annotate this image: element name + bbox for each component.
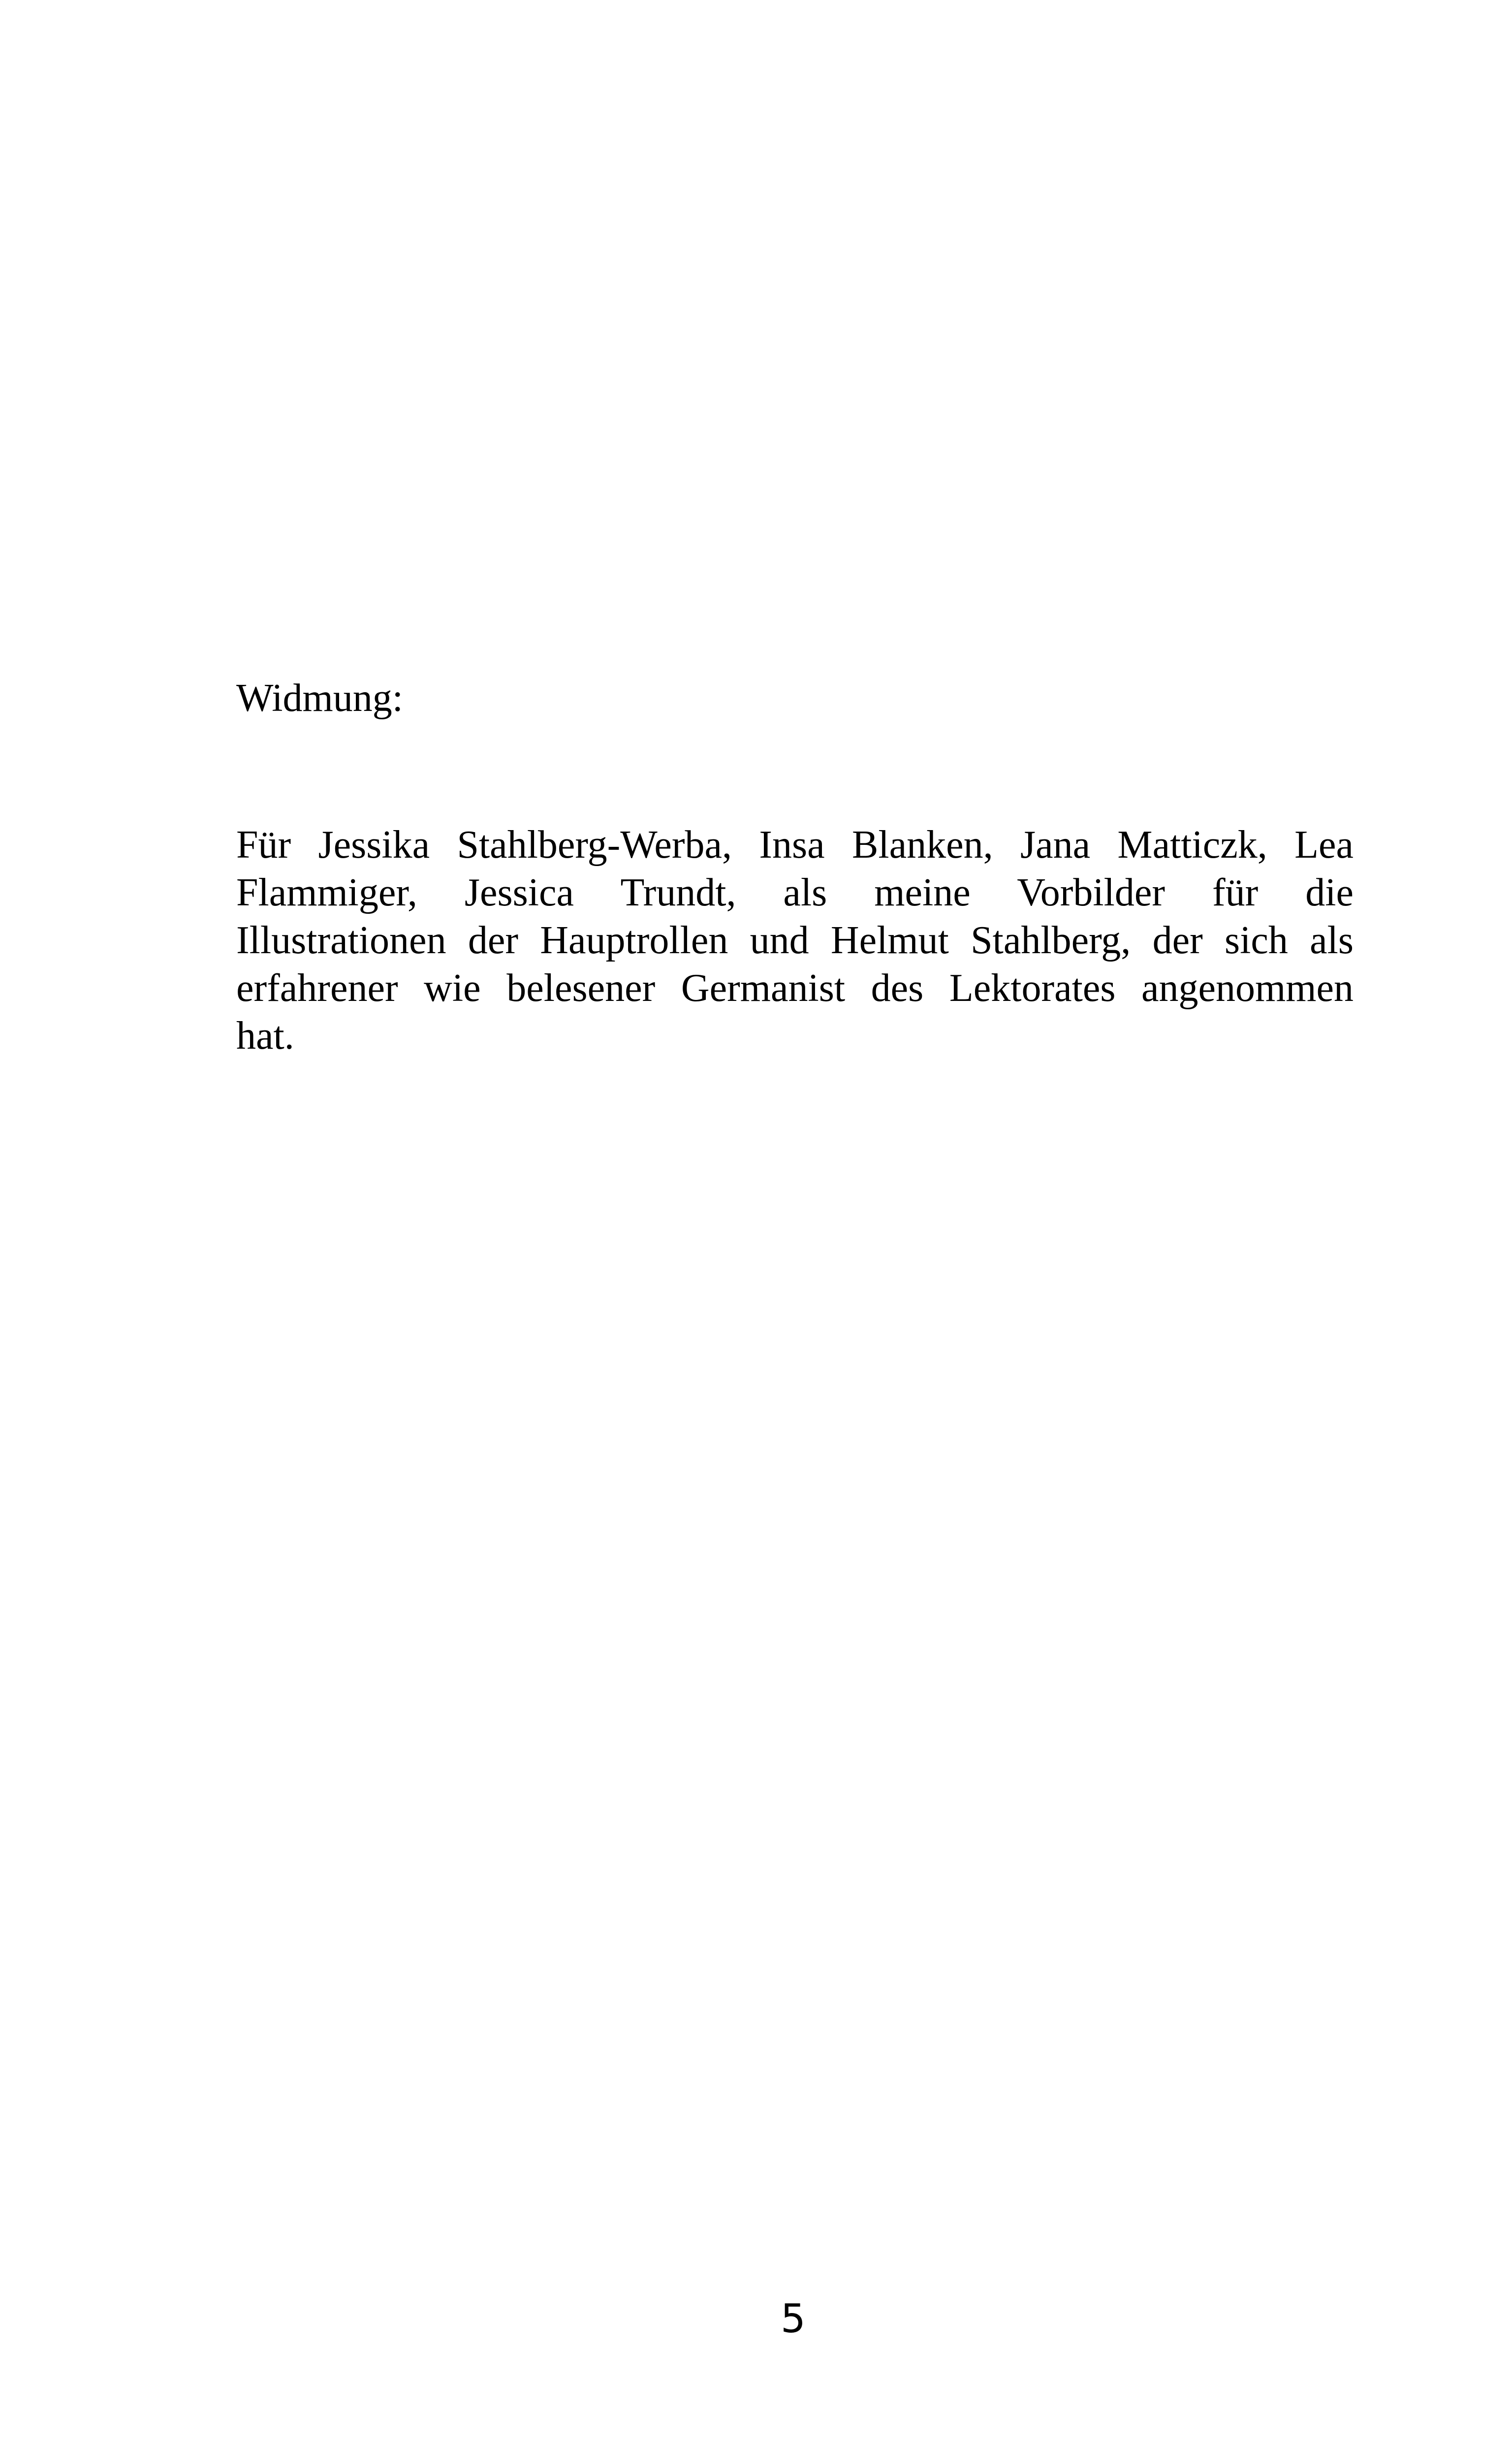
dedication-line: erfahrener wie belesener Germanist des Lektorates angenommen (236, 966, 1354, 1010)
dedication-line: Illustrationen der Hauptrollen und Helmut Stahlberg, der sich als (236, 919, 1354, 962)
dedication-heading: Widmung: (236, 676, 403, 720)
page-number: 5 (781, 2296, 806, 2342)
dedication-paragraph (236, 821, 1354, 1060)
dedication-line: hat. (236, 1014, 294, 1058)
dedication-line: Flammiger, Jessica Trundt, als meine Vorbilder für die (236, 871, 1354, 914)
dedication-line: Für Jessika Stahlberg-Werba, Insa Blanken, Jana Matticzk, Lea (236, 823, 1354, 867)
